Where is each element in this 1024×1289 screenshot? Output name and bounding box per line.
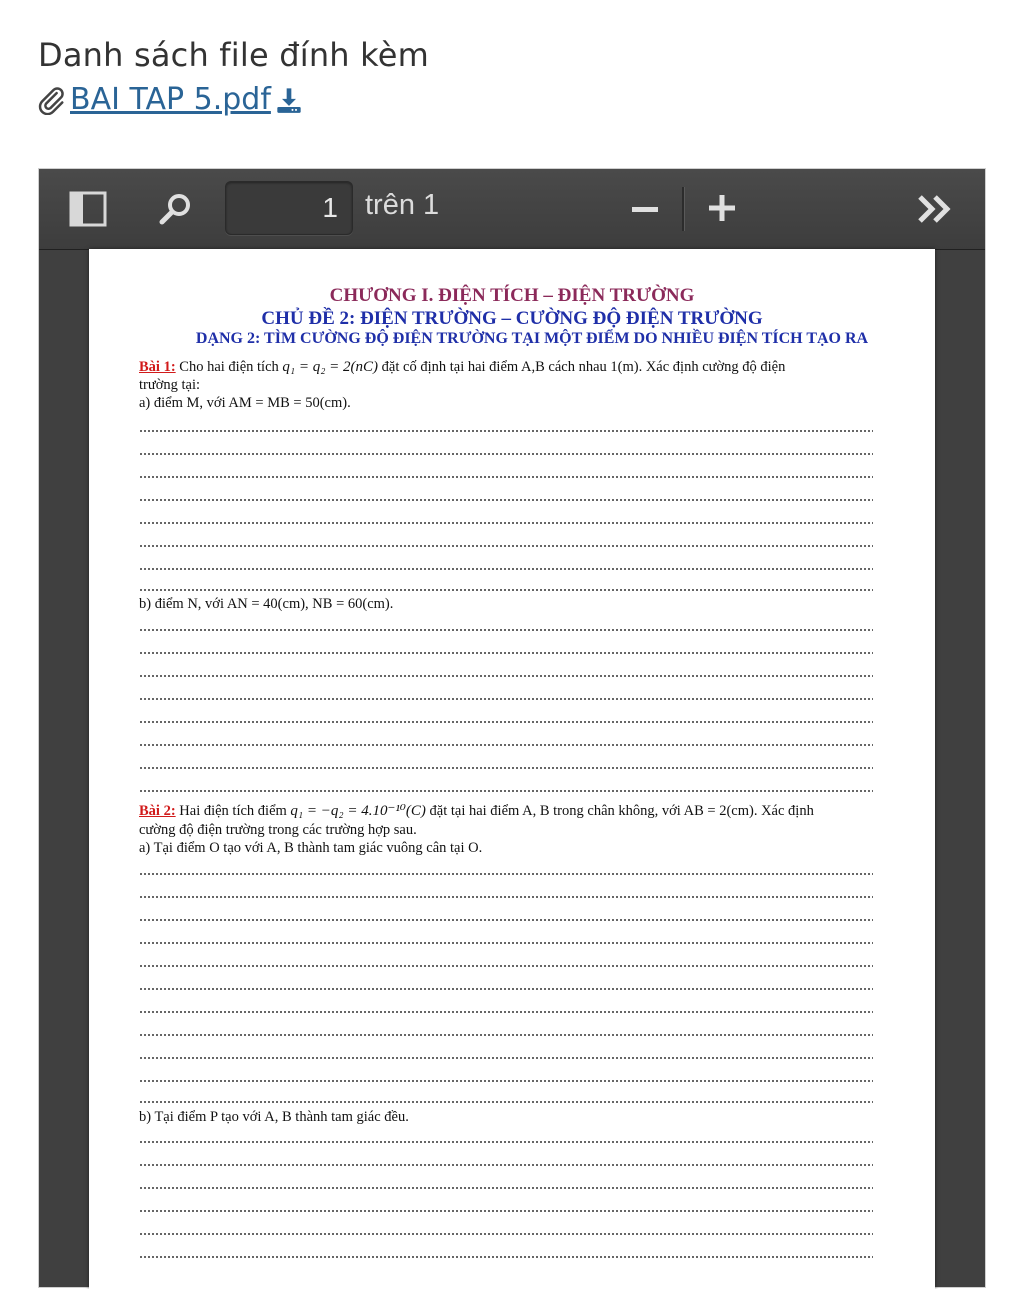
answer-line (139, 1256, 873, 1258)
zoom-in-icon[interactable] (705, 191, 739, 225)
answer-line (139, 522, 873, 524)
bai1-label: Bài 1: (139, 359, 176, 375)
type-heading: DẠNG 2: TÌM CƯỜNG ĐỘ ĐIỆN TRƯỜNG TẠI MỘT ĐIỂM DO NHIỀU ĐIỆN TÍCH TẠO RA (195, 330, 869, 347)
bai1-part-a: a) điểm M, với AM = MB = 50(cm). (139, 395, 351, 411)
bai2-text-before: Hai điện tích điểm (179, 803, 287, 819)
answer-line (139, 652, 873, 654)
pdf-toolbar (39, 169, 985, 249)
attachment-file-link[interactable]: BAI TAP 5.pdf (70, 82, 271, 117)
answer-line (139, 698, 873, 700)
bai2-label: Bài 2: (139, 803, 176, 819)
bai1-text-after: đặt cố định tại hai điểm A,B cách nhau 1(m). Xác định cường độ điện (381, 359, 786, 375)
bai1-statement (139, 359, 785, 376)
answer-line (139, 1164, 873, 1166)
bai1-text-before: Cho hai điện tích (179, 359, 279, 375)
answer-line (139, 873, 873, 875)
answer-line (139, 744, 873, 746)
more-tools-icon[interactable] (915, 191, 955, 227)
answer-line (139, 1080, 873, 1082)
answer-line (139, 589, 873, 591)
bai2-part-a: a) Tại điểm O tạo với A, B thành tam giác vuông cân tại O. (139, 840, 483, 856)
answer-line (139, 1141, 873, 1143)
answer-line (139, 1187, 873, 1189)
chapter-heading: CHƯƠNG I. ĐIỆN TÍCH – ĐIỆN TRƯỜNG (329, 285, 695, 306)
page-total-label: trên 1 (365, 189, 440, 221)
page-number-input[interactable]: 1 (225, 181, 353, 235)
answer-line (139, 767, 873, 769)
answer-line (139, 988, 873, 990)
bai2-statement (139, 801, 814, 820)
answer-line (139, 919, 873, 921)
topic-heading: CHỦ ĐỀ 2: ĐIỆN TRƯỜNG – CƯỜNG ĐỘ ĐIỆN TRƯỜNG (261, 308, 763, 329)
answer-line (139, 965, 873, 967)
zoom-out-icon[interactable] (629, 193, 661, 225)
bai1-continuation: trường tại: (139, 377, 201, 393)
toolbar-separator (682, 187, 685, 231)
answer-line (139, 675, 873, 677)
pdf-page (89, 249, 935, 1289)
answer-line (139, 942, 873, 944)
bai1-part-b: b) điểm N, với AN = 40(cm), NB = 60(cm). (139, 596, 394, 612)
answer-line (139, 721, 873, 723)
answer-line (139, 1210, 873, 1212)
answer-line (139, 545, 873, 547)
bai2-text-after: đặt tại hai điểm A, B trong chân không, với AB = 2(cm). Xác định (429, 803, 814, 819)
bai2-formula: q₁ = −q₂ = 4.10⁻¹⁰(C) (290, 803, 426, 819)
sidebar-toggle-icon[interactable] (69, 191, 107, 227)
answer-line (139, 476, 873, 478)
answer-line (139, 896, 873, 898)
answer-line (139, 1034, 873, 1036)
bai1-formula: q₁ = q₂ = 2(nC) (282, 359, 379, 375)
answer-line (139, 1233, 873, 1235)
bai2-continuation: cường độ điện trường trong các trường hợp sau. (139, 822, 417, 838)
answer-line (139, 453, 873, 455)
answer-line (139, 1011, 873, 1013)
attachment-item (36, 82, 303, 117)
search-icon[interactable] (157, 191, 197, 227)
answer-line (139, 568, 873, 570)
answer-line (139, 499, 873, 501)
answer-line (139, 790, 873, 792)
download-icon[interactable] (275, 86, 303, 114)
answer-line (139, 1101, 873, 1103)
attachments-title: Danh sách file đính kèm (38, 36, 430, 74)
bai2-part-b: b) Tại điểm P tạo với A, B thành tam giác đều. (139, 1109, 409, 1125)
answer-line (139, 1057, 873, 1059)
answer-line (139, 430, 873, 432)
pdf-viewer (38, 168, 986, 1288)
answer-line (139, 629, 873, 631)
paperclip-icon (36, 85, 66, 115)
